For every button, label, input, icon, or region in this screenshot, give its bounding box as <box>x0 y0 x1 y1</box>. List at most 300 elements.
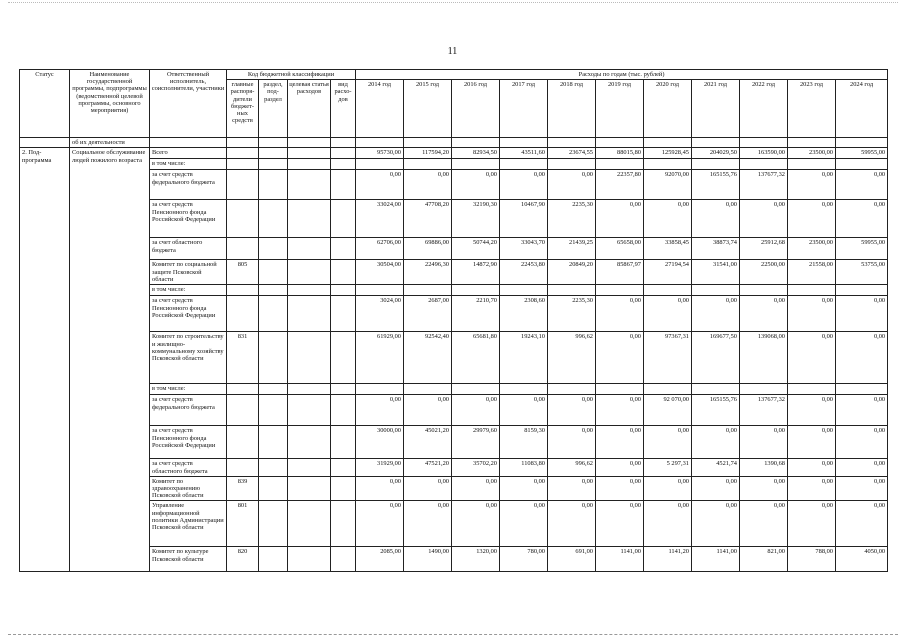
row-empty-code <box>259 296 288 332</box>
row-label: в том числе: <box>150 384 227 395</box>
row-label: за счет средств Пенсионного фонда Российской Федерации <box>150 426 227 459</box>
row-value: 0,00 <box>692 200 740 238</box>
row-value: 1390,68 <box>740 459 788 476</box>
row-value: 165155,76 <box>692 170 740 200</box>
row-value: 65681,80 <box>452 332 500 384</box>
header-budget-code: Код бюджетной классификации <box>227 70 356 80</box>
row-value: 31541,00 <box>692 260 740 285</box>
row-value: 0,00 <box>404 501 452 547</box>
table-row <box>20 260 888 285</box>
row-empty-code <box>288 148 331 159</box>
row-empty-code <box>259 170 288 200</box>
budget-table <box>19 69 888 572</box>
row-empty-code <box>288 296 331 332</box>
row-empty-code <box>288 332 331 384</box>
row-label: за счет средств Пенсионного фонда Российской Федерации <box>150 296 227 332</box>
row-value: 0,00 <box>452 395 500 426</box>
row-gr-code <box>227 238 259 260</box>
table-row <box>20 384 888 395</box>
row-value: 0,00 <box>788 459 836 476</box>
table-row <box>20 296 888 332</box>
row-value <box>500 285 548 296</box>
row-value <box>644 384 692 395</box>
row-value: 691,00 <box>548 547 596 572</box>
row-value <box>836 285 888 296</box>
row-value: 137677,32 <box>740 170 788 200</box>
scan-edge-top <box>8 2 898 4</box>
header-expenses: Расходы по годам (тыс. рублей) <box>356 70 888 80</box>
row-value: 0,00 <box>836 476 888 501</box>
row-value: 43511,60 <box>500 148 548 159</box>
row-empty-code <box>288 285 331 296</box>
row-value: 2210,70 <box>452 296 500 332</box>
table-row <box>20 332 888 384</box>
row-value <box>548 285 596 296</box>
row-value: 0,00 <box>788 296 836 332</box>
row-empty-code <box>259 159 288 170</box>
row-value: 0,00 <box>692 501 740 547</box>
row-value: 10467,90 <box>500 200 548 238</box>
row-empty-code <box>288 384 331 395</box>
table-row <box>20 547 888 572</box>
row-value: 32190,30 <box>452 200 500 238</box>
row-value: 996,62 <box>548 332 596 384</box>
row-value: 0,00 <box>788 395 836 426</box>
row-value: 0,00 <box>788 426 836 459</box>
row-value: 0,00 <box>836 459 888 476</box>
header-year: 2017 год <box>500 80 548 138</box>
row-value: 33024,00 <box>356 200 404 238</box>
row-empty-code <box>288 501 331 547</box>
row-value <box>548 384 596 395</box>
row-value: 50744,20 <box>452 238 500 260</box>
table-row <box>20 170 888 200</box>
row-value: 31929,00 <box>356 459 404 476</box>
row-value: 137677,32 <box>740 395 788 426</box>
row-value: 0,00 <box>356 501 404 547</box>
row-empty-code <box>259 148 288 159</box>
header-year: 2019 год <box>596 80 644 138</box>
row-value <box>788 384 836 395</box>
header-cs: целевая статья расходов <box>288 80 331 138</box>
row-empty-code <box>259 200 288 238</box>
row-gr-code: 801 <box>227 501 259 547</box>
table-row <box>20 501 888 547</box>
row-value: 139068,00 <box>740 332 788 384</box>
row-empty-code <box>259 285 288 296</box>
row-value <box>548 159 596 170</box>
page-number: 11 <box>447 46 458 57</box>
row-value: 97367,31 <box>644 332 692 384</box>
row-gr-code: 805 <box>227 260 259 285</box>
row-gr-code <box>227 395 259 426</box>
row-value: 0,00 <box>788 501 836 547</box>
row-value: 23500,00 <box>788 148 836 159</box>
row-value: 0,00 <box>788 476 836 501</box>
row-empty-code <box>288 200 331 238</box>
row-value: 45021,20 <box>404 426 452 459</box>
row-label: Управление информационной политики Администрации Псковской области <box>150 501 227 547</box>
row-value <box>740 384 788 395</box>
row-value <box>788 159 836 170</box>
row-empty-code <box>331 476 356 501</box>
row-value: 2085,00 <box>356 547 404 572</box>
row-empty-code <box>331 200 356 238</box>
row-value: 92 070,00 <box>644 395 692 426</box>
row-value: 0,00 <box>596 501 644 547</box>
row-value: 0,00 <box>740 501 788 547</box>
row-empty-code <box>288 395 331 426</box>
row-gr-code <box>227 159 259 170</box>
row-value <box>740 285 788 296</box>
row-gr-code: 839 <box>227 476 259 501</box>
row-value: 88015,80 <box>596 148 644 159</box>
table-body <box>20 148 888 572</box>
header-gr: главные распоря-дители бюджет-ных средств <box>227 80 259 138</box>
header-status: Статус <box>20 70 70 138</box>
row-value: 117594,20 <box>404 148 452 159</box>
row-value: 1320,00 <box>452 547 500 572</box>
row-empty-code <box>331 148 356 159</box>
row-value: 0,00 <box>740 476 788 501</box>
header-year: 2022 год <box>740 80 788 138</box>
row-value: 0,00 <box>644 296 692 332</box>
row-value: 0,00 <box>644 501 692 547</box>
row-empty-code <box>288 547 331 572</box>
row-value: 0,00 <box>596 459 644 476</box>
row-value: 0,00 <box>596 395 644 426</box>
header-year: 2023 год <box>788 80 836 138</box>
row-value: 92542,40 <box>404 332 452 384</box>
row-value: 0,00 <box>596 200 644 238</box>
row-value: 3024,00 <box>356 296 404 332</box>
row-value: 780,00 <box>500 547 548 572</box>
row-value: 30000,00 <box>356 426 404 459</box>
row-value: 0,00 <box>452 476 500 501</box>
row-empty-code <box>331 159 356 170</box>
row-value <box>596 159 644 170</box>
row-value: 0,00 <box>596 332 644 384</box>
row-empty-code <box>331 459 356 476</box>
row-value <box>404 285 452 296</box>
row-gr-code <box>227 285 259 296</box>
row-value <box>644 159 692 170</box>
table-row <box>20 285 888 296</box>
row-value: 22453,80 <box>500 260 548 285</box>
row-value: 38873,74 <box>692 238 740 260</box>
row-value: 788,00 <box>788 547 836 572</box>
row-empty-code <box>331 426 356 459</box>
row-value: 29979,60 <box>452 426 500 459</box>
row-value: 1141,20 <box>644 547 692 572</box>
row-value <box>404 159 452 170</box>
row-value: 95730,00 <box>356 148 404 159</box>
row-empty-code <box>331 332 356 384</box>
header-year: 2020 год <box>644 80 692 138</box>
row-value: 2235,30 <box>548 296 596 332</box>
row-value: 0,00 <box>548 476 596 501</box>
row-value: 0,00 <box>596 476 644 501</box>
header-year: 2016 год <box>452 80 500 138</box>
row-value: 59955,00 <box>836 148 888 159</box>
row-value: 821,00 <box>740 547 788 572</box>
row-gr-code: 831 <box>227 332 259 384</box>
row-value: 0,00 <box>788 170 836 200</box>
table-row <box>20 148 888 159</box>
header-name: Наименование государственной программы, подпрограммы (ведомственной целевой программы, основного мероприятия) <box>70 70 150 138</box>
subprogram-name: Социальное обслуживание людей пожилого возраста <box>70 148 150 572</box>
row-value <box>692 285 740 296</box>
table-header <box>20 70 888 148</box>
row-value: 163590,00 <box>740 148 788 159</box>
row-value: 53755,00 <box>836 260 888 285</box>
header-year: 2024 год <box>836 80 888 138</box>
header-year: 2018 год <box>548 80 596 138</box>
row-value: 0,00 <box>356 395 404 426</box>
continuation-status <box>20 138 70 148</box>
row-value: 33858,45 <box>644 238 692 260</box>
header-responsible: Ответственный исполнитель, соисполнители, участники <box>150 70 227 138</box>
row-empty-code <box>259 501 288 547</box>
row-empty-code <box>259 547 288 572</box>
row-empty-code <box>288 238 331 260</box>
row-value: 62706,00 <box>356 238 404 260</box>
subprogram-status: 2. Под-программа <box>20 148 70 572</box>
row-value <box>500 159 548 170</box>
row-empty-code <box>259 332 288 384</box>
row-value: 23674,55 <box>548 148 596 159</box>
row-value <box>788 285 836 296</box>
row-gr-code <box>227 148 259 159</box>
row-empty-code <box>288 159 331 170</box>
header-vr: вид расхо-дов <box>331 80 356 138</box>
row-empty-code <box>331 501 356 547</box>
table-row <box>20 476 888 501</box>
row-empty-code <box>259 395 288 426</box>
row-value: 59955,00 <box>836 238 888 260</box>
row-empty-code <box>331 296 356 332</box>
row-label: Комитет по строительству и жилищно-коммунальному хозяйству Псковской области <box>150 332 227 384</box>
row-value: 0,00 <box>836 501 888 547</box>
row-empty-code <box>259 459 288 476</box>
row-value: 11083,80 <box>500 459 548 476</box>
row-value: 8159,30 <box>500 426 548 459</box>
row-value: 22500,00 <box>740 260 788 285</box>
table-row <box>20 238 888 260</box>
row-value: 85867,97 <box>596 260 644 285</box>
row-value: 0,00 <box>836 200 888 238</box>
row-value: 14872,90 <box>452 260 500 285</box>
row-gr-code <box>227 200 259 238</box>
row-empty-code <box>331 260 356 285</box>
row-value <box>836 159 888 170</box>
row-value: 0,00 <box>452 170 500 200</box>
row-empty-code <box>331 384 356 395</box>
row-value <box>356 384 404 395</box>
row-label: за счет областного бюджета <box>150 238 227 260</box>
row-value: 0,00 <box>836 296 888 332</box>
row-value: 0,00 <box>548 395 596 426</box>
row-value: 204029,50 <box>692 148 740 159</box>
row-value: 4521,74 <box>692 459 740 476</box>
row-value: 47521,20 <box>404 459 452 476</box>
row-value <box>452 384 500 395</box>
row-value: 0,00 <box>644 200 692 238</box>
row-value: 22496,30 <box>404 260 452 285</box>
row-value: 0,00 <box>836 332 888 384</box>
row-value <box>356 285 404 296</box>
header-rz: раздел, под-раздел <box>259 80 288 138</box>
row-value: 0,00 <box>740 296 788 332</box>
row-label: Всего <box>150 148 227 159</box>
row-label: за счет средств федерального бюджета <box>150 170 227 200</box>
row-empty-code <box>331 170 356 200</box>
row-value <box>692 384 740 395</box>
row-empty-code <box>259 384 288 395</box>
row-value: 0,00 <box>548 170 596 200</box>
row-value: 0,00 <box>644 426 692 459</box>
table-row <box>20 395 888 426</box>
row-value: 2687,00 <box>404 296 452 332</box>
row-gr-code <box>227 170 259 200</box>
row-value <box>692 159 740 170</box>
row-label: в том числе: <box>150 159 227 170</box>
row-value: 0,00 <box>500 395 548 426</box>
row-value: 1141,00 <box>596 547 644 572</box>
row-value: 996,62 <box>548 459 596 476</box>
header-year: 2021 год <box>692 80 740 138</box>
row-label: Комитет по здравоохранению Псковской области <box>150 476 227 501</box>
row-empty-code <box>288 426 331 459</box>
row-value: 125928,45 <box>644 148 692 159</box>
row-value: 0,00 <box>500 476 548 501</box>
row-value: 0,00 <box>788 200 836 238</box>
row-value: 0,00 <box>644 476 692 501</box>
row-gr-code <box>227 384 259 395</box>
row-value <box>596 384 644 395</box>
row-value: 65658,00 <box>596 238 644 260</box>
row-empty-code <box>259 426 288 459</box>
row-value: 0,00 <box>596 296 644 332</box>
row-value: 0,00 <box>500 501 548 547</box>
row-value: 35702,20 <box>452 459 500 476</box>
row-value: 1490,00 <box>404 547 452 572</box>
row-value: 20849,20 <box>548 260 596 285</box>
row-value: 2308,60 <box>500 296 548 332</box>
row-value: 165155,76 <box>692 395 740 426</box>
row-value: 2235,30 <box>548 200 596 238</box>
row-value: 0,00 <box>548 426 596 459</box>
table-row <box>20 200 888 238</box>
row-value: 0,00 <box>836 170 888 200</box>
row-value: 21558,00 <box>788 260 836 285</box>
row-value: 0,00 <box>740 200 788 238</box>
row-value <box>596 285 644 296</box>
row-label: за счет средств федерального бюджета <box>150 395 227 426</box>
row-empty-code <box>259 260 288 285</box>
table-row <box>20 159 888 170</box>
row-value: 69886,00 <box>404 238 452 260</box>
row-value <box>452 285 500 296</box>
row-label: Комитет по социальной защите Псковской области <box>150 260 227 285</box>
row-value: 0,00 <box>596 426 644 459</box>
row-value: 1141,00 <box>692 547 740 572</box>
header-year: 2015 год <box>404 80 452 138</box>
row-label: за счет средств Пенсионного фонда Российской Федерации <box>150 200 227 238</box>
row-value: 0,00 <box>692 296 740 332</box>
row-empty-code <box>288 459 331 476</box>
row-value: 22357,80 <box>596 170 644 200</box>
row-value: 0,00 <box>452 501 500 547</box>
row-gr-code <box>227 296 259 332</box>
header-year: 2014 год <box>356 80 404 138</box>
row-value <box>500 384 548 395</box>
row-value: 23500,00 <box>788 238 836 260</box>
row-value: 0,00 <box>404 170 452 200</box>
row-gr-code: 820 <box>227 547 259 572</box>
row-label: в том числе: <box>150 285 227 296</box>
row-empty-code <box>288 260 331 285</box>
row-value <box>836 384 888 395</box>
row-value: 169677,50 <box>692 332 740 384</box>
row-value: 0,00 <box>836 395 888 426</box>
row-empty-code <box>259 238 288 260</box>
row-value: 0,00 <box>500 170 548 200</box>
row-label: за счет средств областного бюджета <box>150 459 227 476</box>
row-value: 30504,00 <box>356 260 404 285</box>
row-gr-code <box>227 459 259 476</box>
row-value <box>644 285 692 296</box>
row-empty-code <box>331 547 356 572</box>
row-empty-code <box>288 170 331 200</box>
row-value <box>452 159 500 170</box>
row-gr-code <box>227 426 259 459</box>
table-row <box>20 459 888 476</box>
row-value: 82934,50 <box>452 148 500 159</box>
row-value: 0,00 <box>356 476 404 501</box>
row-value: 61929,00 <box>356 332 404 384</box>
row-empty-code <box>288 476 331 501</box>
row-value: 0,00 <box>788 332 836 384</box>
row-value: 47708,20 <box>404 200 452 238</box>
row-value: 0,00 <box>692 476 740 501</box>
row-value: 0,00 <box>356 170 404 200</box>
row-empty-code <box>259 476 288 501</box>
scan-edge-bottom <box>8 634 898 636</box>
row-value: 0,00 <box>404 476 452 501</box>
row-value: 0,00 <box>836 426 888 459</box>
row-value: 0,00 <box>404 395 452 426</box>
row-value <box>404 384 452 395</box>
row-value: 4050,00 <box>836 547 888 572</box>
row-empty-code <box>331 395 356 426</box>
row-value: 0,00 <box>548 501 596 547</box>
row-empty-code <box>331 285 356 296</box>
row-value: 33043,70 <box>500 238 548 260</box>
row-value: 27194,54 <box>644 260 692 285</box>
row-value <box>356 159 404 170</box>
row-value: 0,00 <box>740 426 788 459</box>
continuation-name: об их деятельности <box>70 138 150 148</box>
row-value: 92070,00 <box>644 170 692 200</box>
row-label: Комитет по культуре Псковской области <box>150 547 227 572</box>
row-value: 0,00 <box>692 426 740 459</box>
row-value: 21439,25 <box>548 238 596 260</box>
row-value <box>740 159 788 170</box>
row-value: 19243,10 <box>500 332 548 384</box>
table-row <box>20 426 888 459</box>
row-empty-code <box>331 238 356 260</box>
